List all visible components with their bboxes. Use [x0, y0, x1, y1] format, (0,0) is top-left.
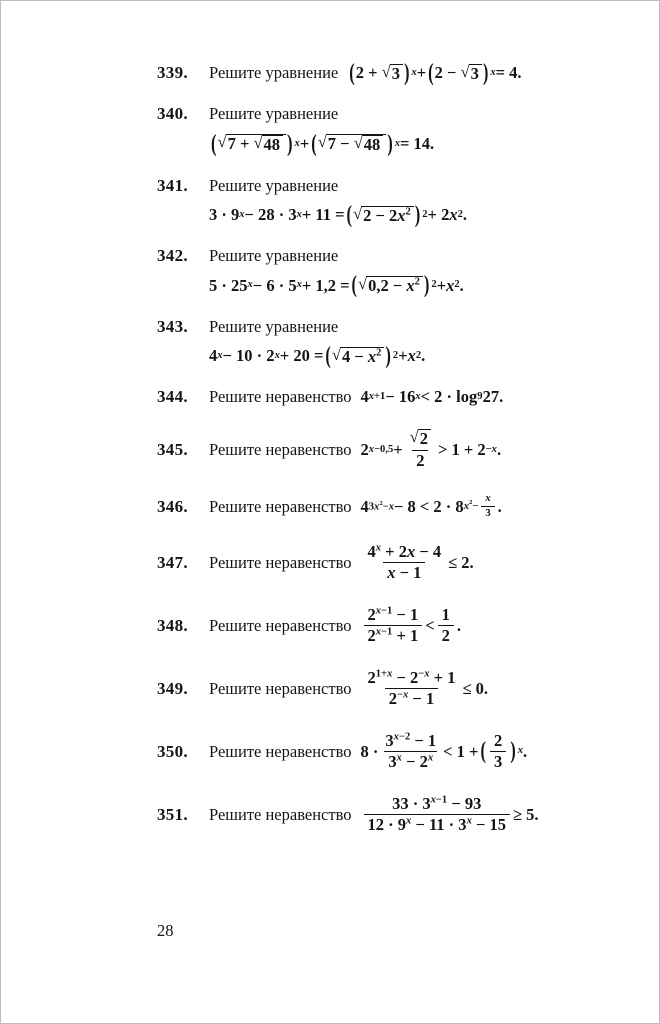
problem-number: 349. — [157, 678, 188, 698]
problem — [157, 542, 623, 584]
sqrt-radical — [218, 134, 287, 154]
denominator: x − 1 — [383, 562, 425, 583]
radical-sign-icon: √ — [317, 132, 327, 152]
radical-sign-icon: √ — [381, 62, 391, 81]
problem-number: 351. — [157, 804, 188, 824]
superscript: x — [427, 752, 434, 764]
close-paren: ) — [482, 58, 489, 86]
paren-group — [310, 129, 394, 157]
problem-label: Решите неравенство — [209, 439, 352, 459]
open-paren: ( — [349, 58, 355, 86]
radicand: 48 — [362, 135, 384, 154]
superscript: 2 — [392, 349, 399, 361]
fraction — [406, 428, 435, 471]
superscript: $x^2-$ $\frac{x}{3}$ — [464, 492, 498, 521]
close-paren: ) — [414, 200, 421, 228]
fraction — [364, 542, 446, 584]
paren-group — [324, 341, 392, 369]
paren-group — [348, 58, 410, 86]
fraction — [490, 731, 506, 773]
radical-sign-icon: √ — [409, 427, 419, 447]
problem-number: 345. — [157, 439, 188, 459]
denominator: 2 — [412, 450, 428, 471]
denominator: 2 — [438, 625, 454, 646]
numerator: $2^{x-1} - 1$ — [367, 604, 419, 624]
paren-content — [487, 731, 509, 773]
denominator: 3 — [490, 751, 506, 772]
radicand: 3 — [469, 64, 482, 83]
problem — [157, 58, 623, 86]
radical-sign-icon: √ — [331, 344, 341, 364]
superscript: 2 — [431, 279, 437, 291]
close-paren: ) — [423, 270, 430, 299]
problem-number: 343. — [157, 316, 188, 336]
paren-content: 2 + √ 3 — [356, 63, 403, 83]
problem-formula: ( √ 7 + √ 48 ) x + ( √ 7 − √ 48 ) x = 14. — [211, 129, 435, 157]
sqrt-radical — [382, 64, 403, 83]
superscript: 2 — [405, 206, 411, 218]
problem-formula: ( 2 + √ 3 ) x + ( 2 − √ 3 ) x = 4. — [349, 58, 522, 86]
numerator: $4^x + 2x - 4$ — [367, 541, 442, 561]
open-paren: ( — [211, 129, 217, 157]
radicand: 2 — [418, 429, 431, 448]
superscript: x — [294, 137, 300, 149]
problem-label: Решите уравнение — [209, 104, 339, 124]
radicand: 7 − √ 48 — [326, 134, 386, 154]
paren-group — [351, 270, 431, 299]
paren-content — [353, 205, 414, 225]
problem-label: Решите уравнение — [209, 63, 339, 83]
problem-number: 339. — [157, 63, 188, 83]
problem-number: 346. — [157, 496, 188, 516]
problem-formula: 4 x+1 − 16 x < 2 · log 9 27. — [360, 387, 504, 407]
problem-head — [157, 246, 623, 266]
radical-sign-icon: √ — [460, 62, 470, 81]
sqrt-radical — [354, 135, 384, 154]
problem-number: 347. — [157, 552, 188, 572]
paren-content — [332, 346, 385, 366]
superscript: x — [217, 349, 223, 361]
radicand: 48 — [262, 135, 284, 154]
numerator: 1 — [441, 604, 450, 624]
paren-group — [210, 129, 294, 157]
problem-formula: $\frac{33 \cdot 3^{x-1} - 93}{12 \cdot 9^x - 11 \cdot 3^x - 15}$ ≥ 5. — [361, 794, 539, 836]
problem-label: Решите неравенство — [209, 552, 352, 572]
problem — [157, 175, 623, 228]
problem — [157, 794, 623, 836]
superscript: x−1 — [430, 794, 448, 806]
denominator: $12 \cdot 9^x - 11 \cdot 3^x - 15$ — [364, 814, 510, 835]
superscript: x — [296, 279, 302, 291]
sqrt-radical — [353, 203, 414, 225]
superscript: x−1 — [375, 626, 393, 638]
numerator — [406, 428, 435, 449]
paren-content — [218, 133, 287, 154]
superscript: −x — [418, 668, 430, 680]
problem-label: Решите неравенство — [209, 804, 352, 824]
problem-formula: $\frac{2^{1+x} - 2^{-x} + 1}{2^{-x} - 1}$ ≤ 0. — [361, 668, 489, 710]
radical-sign-icon: √ — [253, 133, 263, 153]
open-paren: ( — [311, 129, 317, 157]
problem-formula: $\frac{4^x + 2x - 4}{x - 1}$ ≤ 2. — [361, 542, 474, 584]
superscript: x — [396, 752, 402, 764]
superscript: 2 — [457, 208, 463, 220]
problem-formula: 4 x − 10 · 2 x + 20 = ( √ $4 - x^2$ ) 2 + x 2 . — [209, 341, 426, 369]
open-paren: ( — [480, 736, 486, 765]
problem — [157, 492, 623, 521]
radicand: $0,2 - x^2$ — [366, 276, 423, 295]
close-paren: ) — [287, 129, 293, 157]
problem-label: Решите уравнение — [209, 246, 339, 266]
superscript: x — [239, 208, 245, 220]
superscript: x — [296, 208, 302, 220]
page-number: 28 — [157, 921, 174, 940]
paren-content — [358, 275, 423, 295]
sqrt-radical — [318, 134, 387, 154]
paren-group — [427, 58, 489, 86]
superscript: 2 — [414, 276, 420, 288]
problem-label: Решите уравнение — [209, 316, 339, 336]
superscript: x — [415, 391, 421, 403]
radical-sign-icon: √ — [353, 203, 363, 223]
problem-number: 341. — [157, 175, 188, 195]
problem-label: Решите уравнение — [209, 175, 339, 195]
close-paren: ) — [403, 58, 410, 86]
radical-sign-icon: √ — [353, 133, 363, 153]
paren-group — [479, 731, 516, 773]
open-paren: ( — [346, 200, 353, 228]
superscript: 2 — [468, 499, 473, 507]
superscript: 2 — [415, 349, 422, 361]
problem-number: 342. — [157, 246, 188, 266]
superscript: $3x^2-x$ — [368, 499, 394, 513]
problem — [157, 428, 623, 471]
superscript: x — [466, 815, 472, 827]
superscript: 1+x — [375, 668, 393, 680]
problem-label: Решите неравенство — [209, 741, 352, 761]
radicand: $4 - x^2$ — [340, 347, 384, 366]
fraction — [438, 605, 454, 647]
fraction — [381, 731, 440, 773]
subscript: 9 — [477, 391, 483, 403]
problem-head — [157, 104, 623, 124]
denominator: $3^x - 2^x$ — [384, 751, 437, 772]
superscript: x — [411, 66, 417, 78]
sqrt-radical — [253, 135, 283, 154]
problem-formula: 5 · 25 x − 6 · 5 x + 1,2 = ( √ $0,2 - x^2$ ) 2 + x 2 . — [209, 270, 464, 299]
fraction — [364, 668, 460, 710]
paren-content — [318, 133, 387, 154]
problem-number: 350. — [157, 741, 188, 761]
fraction — [364, 794, 510, 836]
problem-number: 340. — [157, 104, 188, 124]
problem-label: Решите неравенство — [209, 615, 352, 635]
superscript: x — [406, 815, 412, 827]
superscript: x — [375, 542, 382, 554]
problem — [157, 731, 623, 773]
close-paren: ) — [510, 736, 516, 765]
superscript: x−2 — [393, 731, 411, 743]
denominator: $2^{-x} - 1$ — [385, 688, 438, 709]
close-paren: ) — [385, 341, 391, 369]
problem-head — [157, 176, 623, 196]
superscript: x — [517, 745, 523, 757]
sqrt-radical — [410, 429, 431, 448]
superscript: x−0,5 — [368, 443, 394, 455]
superscript: x — [394, 137, 401, 149]
superscript: x — [247, 279, 253, 291]
radicand: $2 - 2x^2$ — [361, 206, 414, 225]
superscript: x — [490, 66, 496, 78]
superscript: −x — [485, 443, 497, 455]
fraction — [364, 605, 423, 647]
problem — [157, 668, 623, 710]
problem — [157, 246, 623, 299]
sqrt-radical — [461, 64, 482, 83]
problem-label: Решите неравенство — [209, 496, 352, 516]
open-paren: ( — [428, 58, 434, 86]
superscript: x — [274, 349, 280, 361]
open-paren: ( — [325, 341, 331, 369]
numerator: $2^{1+x} - 2^{-x} + 1$ — [367, 667, 456, 687]
paren-content: 2 − √ 3 — [435, 63, 482, 83]
problem-label: Решите неравенство — [209, 678, 352, 698]
problem-list — [1, 1, 659, 836]
problem-formula: $\frac{2^{x-1} - 1}{2^{x-1} + 1}$ < $\frac{1}{2}$ . — [361, 605, 462, 647]
sqrt-radical — [358, 276, 423, 295]
numerator: $3^{x-2} - 1$ — [385, 730, 437, 750]
problem-number: 344. — [157, 387, 188, 407]
problem-label: Решите неравенство — [209, 387, 352, 407]
sqrt-radical — [331, 344, 385, 366]
denominator: $2^{x-1} + 1$ — [364, 625, 423, 646]
superscript: x−1 — [375, 605, 393, 617]
radical-sign-icon: √ — [358, 274, 368, 294]
problem-formula: 3 · 9 x − 28 · 3 x + 11 = ( √ $2 - 2x^2$ ) 2 + 2 x 2 . — [209, 200, 467, 228]
problem — [157, 387, 623, 407]
paren-group — [346, 200, 422, 228]
numerator: x — [485, 493, 491, 505]
open-paren: ( — [351, 270, 358, 299]
problem-number: 348. — [157, 615, 188, 635]
superscript: −x — [397, 689, 409, 701]
problem-formula: 2 x−0,5 + √ 2 2 > 1 + 2 −x . — [360, 427, 502, 470]
fraction — [481, 492, 494, 521]
radical-sign-icon: √ — [217, 132, 227, 152]
superscript: 2 — [379, 499, 383, 507]
problem-head — [157, 317, 623, 337]
radicand: 3 — [390, 64, 403, 83]
superscript: 2 — [454, 279, 460, 291]
problem-formula: 4 $3x^2-x$ − 8 < 2 · 8 $x^2-$ $\frac{x}{3}$ . — [360, 493, 502, 520]
problem-formula: 8 · $\frac{3^{x-2} - 1}{3^x - 2^x}$ < 1 + ( $\frac{2}{3}$ ) x . — [360, 730, 528, 772]
superscript: x+1 — [368, 391, 386, 403]
problem — [157, 104, 623, 157]
numerator: $33 \cdot 3^{x-1} - 93$ — [392, 793, 482, 813]
numerator: 2 — [493, 730, 503, 750]
close-paren: ) — [387, 129, 393, 157]
superscript: 2 — [422, 208, 428, 220]
superscript: 2 — [376, 347, 382, 359]
denominator: 3 — [481, 506, 494, 521]
problem — [157, 316, 623, 369]
problem — [157, 605, 623, 647]
radicand: 7 + √ 48 — [226, 134, 286, 154]
